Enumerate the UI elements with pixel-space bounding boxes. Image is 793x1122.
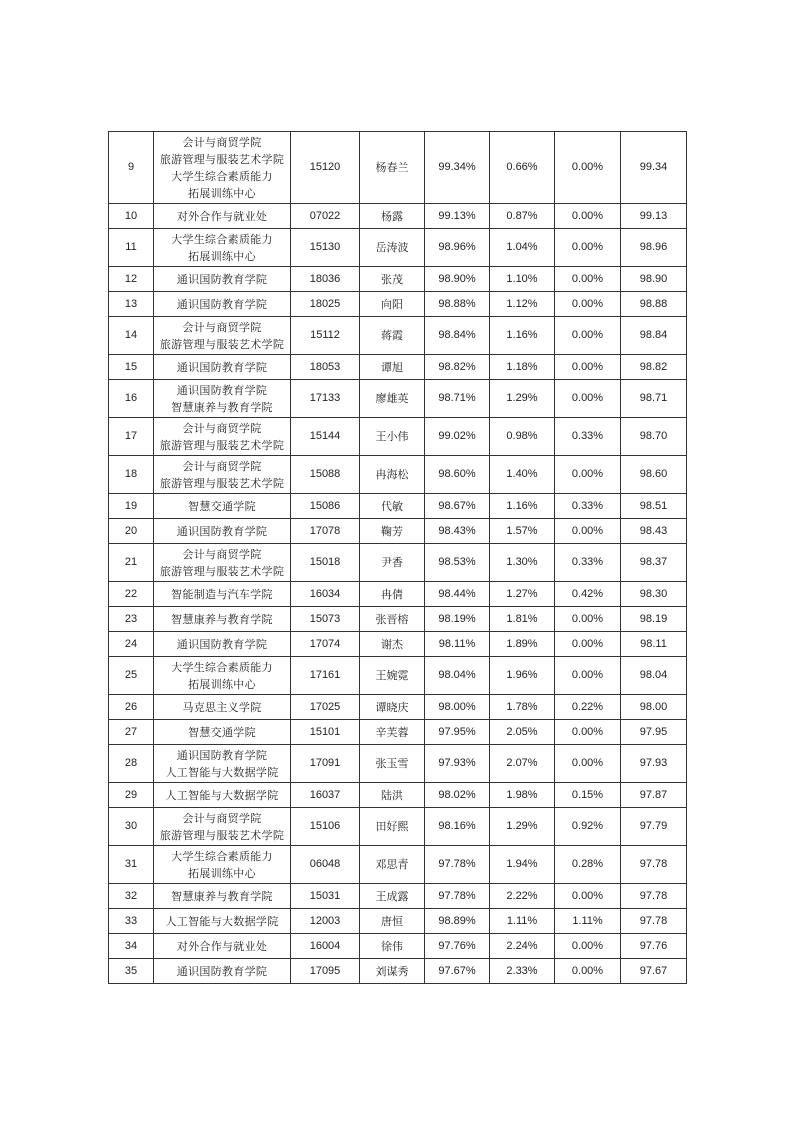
score-cell: 98.70 <box>621 418 687 456</box>
staff-id-cell: 15101 <box>291 720 360 745</box>
table-row <box>109 783 687 808</box>
rate-1-cell: 98.96% <box>425 229 490 267</box>
score-cell: 98.43 <box>621 519 687 544</box>
college-line: 智能制造与汽车学院 <box>171 587 273 601</box>
staff-id-cell: 15018 <box>291 544 360 582</box>
rate-1-cell: 98.00% <box>425 695 490 720</box>
college-line: 会计与商贸学院 <box>182 421 262 435</box>
rank-cell: 15 <box>109 355 154 380</box>
college-cell <box>154 934 291 959</box>
college-cell <box>154 132 291 204</box>
table-row <box>109 959 687 984</box>
rate-2-cell: 1.30% <box>490 544 555 582</box>
rate-1-cell: 97.76% <box>425 934 490 959</box>
staff-id-cell: 16034 <box>291 582 360 607</box>
rank-cell: 22 <box>109 582 154 607</box>
college-line: 会计与商贸学院 <box>182 320 262 334</box>
rate-1-cell: 99.02% <box>425 418 490 456</box>
rate-3-cell: 0.00% <box>555 745 621 783</box>
rate-1-cell: 97.95% <box>425 720 490 745</box>
ranking-table <box>108 131 687 984</box>
rate-3-cell: 0.00% <box>555 456 621 494</box>
rate-3-cell: 0.00% <box>555 380 621 418</box>
rank-cell: 29 <box>109 783 154 808</box>
staff-id-cell: 16037 <box>291 783 360 808</box>
table-row <box>109 519 687 544</box>
staff-id-cell: 15073 <box>291 607 360 632</box>
college-line: 拓展训练中心 <box>188 186 256 200</box>
rate-2-cell: 1.94% <box>490 846 555 884</box>
rate-2-cell: 2.24% <box>490 934 555 959</box>
rank-cell: 27 <box>109 720 154 745</box>
name-cell: 张茂 <box>360 267 425 292</box>
table-row <box>109 884 687 909</box>
name-cell: 代敏 <box>360 494 425 519</box>
college-cell <box>154 695 291 720</box>
rate-1-cell: 98.44% <box>425 582 490 607</box>
college-line: 拓展训练中心 <box>188 677 256 691</box>
college-line: 旅游管理与服装艺术学院 <box>159 438 285 452</box>
rate-3-cell: 0.00% <box>555 229 621 267</box>
table-row <box>109 808 687 846</box>
college-line: 旅游管理与服装艺术学院 <box>159 337 285 351</box>
college-cell <box>154 582 291 607</box>
staff-id-cell: 18036 <box>291 267 360 292</box>
college-cell <box>154 632 291 657</box>
rank-cell: 34 <box>109 934 154 959</box>
score-cell: 97.67 <box>621 959 687 984</box>
rate-2-cell: 1.29% <box>490 808 555 846</box>
name-cell: 刘谋秀 <box>360 959 425 984</box>
staff-id-cell: 18025 <box>291 292 360 317</box>
rank-cell: 25 <box>109 657 154 695</box>
table-row <box>109 456 687 494</box>
college-cell <box>154 846 291 884</box>
table-row <box>109 292 687 317</box>
rate-2-cell: 2.07% <box>490 745 555 783</box>
staff-id-cell: 15088 <box>291 456 360 494</box>
table-row <box>109 544 687 582</box>
name-cell: 田好熙 <box>360 808 425 846</box>
rank-cell: 19 <box>109 494 154 519</box>
table-body <box>109 132 687 984</box>
staff-id-cell: 17074 <box>291 632 360 657</box>
rank-cell: 23 <box>109 607 154 632</box>
name-cell: 王小伟 <box>360 418 425 456</box>
score-cell: 98.51 <box>621 494 687 519</box>
college-line: 大学生综合素质能力 <box>171 660 273 674</box>
rank-cell: 14 <box>109 317 154 355</box>
table-row <box>109 695 687 720</box>
name-cell: 杨春兰 <box>360 132 425 204</box>
name-cell: 蒋霞 <box>360 317 425 355</box>
college-cell <box>154 229 291 267</box>
college-cell <box>154 544 291 582</box>
table-row <box>109 267 687 292</box>
rate-2-cell: 1.89% <box>490 632 555 657</box>
rate-1-cell: 98.53% <box>425 544 490 582</box>
score-cell: 99.13 <box>621 204 687 229</box>
rate-1-cell: 97.78% <box>425 846 490 884</box>
rate-3-cell: 0.00% <box>555 884 621 909</box>
staff-id-cell: 15130 <box>291 229 360 267</box>
name-cell: 廖雄英 <box>360 380 425 418</box>
table-row <box>109 745 687 783</box>
staff-id-cell: 18053 <box>291 355 360 380</box>
rate-2-cell: 0.98% <box>490 418 555 456</box>
score-cell: 98.90 <box>621 267 687 292</box>
staff-id-cell: 15106 <box>291 808 360 846</box>
rate-1-cell: 97.78% <box>425 884 490 909</box>
rate-3-cell: 1.11% <box>555 909 621 934</box>
staff-id-cell: 15112 <box>291 317 360 355</box>
score-cell: 98.37 <box>621 544 687 582</box>
table-row <box>109 317 687 355</box>
college-cell <box>154 494 291 519</box>
rate-1-cell: 98.90% <box>425 267 490 292</box>
rate-1-cell: 98.89% <box>425 909 490 934</box>
score-cell: 98.00 <box>621 695 687 720</box>
college-line: 智慧康养与教育学院 <box>171 400 273 414</box>
rate-3-cell: 0.15% <box>555 783 621 808</box>
score-cell: 98.82 <box>621 355 687 380</box>
name-cell: 王婉霓 <box>360 657 425 695</box>
name-cell: 邓思青 <box>360 846 425 884</box>
rate-3-cell: 0.92% <box>555 808 621 846</box>
college-line: 旅游管理与服装艺术学院 <box>159 564 285 578</box>
table-row <box>109 657 687 695</box>
score-cell: 98.11 <box>621 632 687 657</box>
rate-2-cell: 1.16% <box>490 494 555 519</box>
rate-1-cell: 98.43% <box>425 519 490 544</box>
staff-id-cell: 16004 <box>291 934 360 959</box>
college-line: 智慧康养与教育学院 <box>171 612 273 626</box>
college-line: 会计与商贸学院 <box>182 811 262 825</box>
name-cell: 陆洪 <box>360 783 425 808</box>
college-cell <box>154 657 291 695</box>
score-cell: 97.93 <box>621 745 687 783</box>
staff-id-cell: 15086 <box>291 494 360 519</box>
rate-2-cell: 1.96% <box>490 657 555 695</box>
rate-1-cell: 98.60% <box>425 456 490 494</box>
college-cell <box>154 909 291 934</box>
table-row <box>109 204 687 229</box>
college-line: 大学生综合素质能力 <box>171 232 273 246</box>
college-cell <box>154 292 291 317</box>
rate-2-cell: 1.78% <box>490 695 555 720</box>
name-cell: 向阳 <box>360 292 425 317</box>
college-line: 旅游管理与服装艺术学院 <box>159 828 285 842</box>
rate-2-cell: 0.66% <box>490 132 555 204</box>
college-line: 拓展训练中心 <box>188 249 256 263</box>
college-cell <box>154 418 291 456</box>
score-cell: 98.96 <box>621 229 687 267</box>
rate-2-cell: 1.04% <box>490 229 555 267</box>
score-cell: 98.19 <box>621 607 687 632</box>
staff-id-cell: 17078 <box>291 519 360 544</box>
rank-cell: 30 <box>109 808 154 846</box>
college-cell <box>154 959 291 984</box>
college-line: 通识国防教育学院 <box>176 524 268 538</box>
rate-3-cell: 0.00% <box>555 657 621 695</box>
rate-2-cell: 2.33% <box>490 959 555 984</box>
college-line: 会计与商贸学院 <box>182 459 262 473</box>
staff-id-cell: 17025 <box>291 695 360 720</box>
rank-cell: 24 <box>109 632 154 657</box>
college-line: 对外合作与就业处 <box>176 209 268 223</box>
college-line: 通识国防教育学院 <box>176 637 268 651</box>
score-cell: 97.79 <box>621 808 687 846</box>
name-cell: 冉海松 <box>360 456 425 494</box>
rate-2-cell: 1.18% <box>490 355 555 380</box>
name-cell: 岳涛波 <box>360 229 425 267</box>
rate-2-cell: 1.57% <box>490 519 555 544</box>
score-cell: 98.84 <box>621 317 687 355</box>
rate-2-cell: 1.27% <box>490 582 555 607</box>
college-cell <box>154 720 291 745</box>
rate-1-cell: 97.67% <box>425 959 490 984</box>
rate-3-cell: 0.33% <box>555 544 621 582</box>
rate-2-cell: 1.98% <box>490 783 555 808</box>
rate-1-cell: 99.34% <box>425 132 490 204</box>
college-line: 旅游管理与服装艺术学院 <box>159 476 285 490</box>
rank-cell: 16 <box>109 380 154 418</box>
rate-3-cell: 0.00% <box>555 959 621 984</box>
table-row <box>109 229 687 267</box>
rate-2-cell: 2.22% <box>490 884 555 909</box>
score-cell: 99.34 <box>621 132 687 204</box>
score-cell: 97.78 <box>621 909 687 934</box>
table-row <box>109 355 687 380</box>
rate-3-cell: 0.00% <box>555 132 621 204</box>
rate-3-cell: 0.42% <box>555 582 621 607</box>
rank-cell: 9 <box>109 132 154 204</box>
staff-id-cell: 17091 <box>291 745 360 783</box>
rate-3-cell: 0.00% <box>555 204 621 229</box>
rank-cell: 31 <box>109 846 154 884</box>
college-cell <box>154 519 291 544</box>
rate-1-cell: 98.67% <box>425 494 490 519</box>
college-cell <box>154 380 291 418</box>
score-cell: 97.78 <box>621 846 687 884</box>
rate-3-cell: 0.00% <box>555 355 621 380</box>
name-cell: 徐伟 <box>360 934 425 959</box>
college-line: 大学生综合素质能力 <box>171 169 273 183</box>
name-cell: 辛芙蓉 <box>360 720 425 745</box>
rate-1-cell: 99.13% <box>425 204 490 229</box>
staff-id-cell: 15120 <box>291 132 360 204</box>
rate-3-cell: 0.00% <box>555 934 621 959</box>
table-row <box>109 720 687 745</box>
name-cell: 冉倩 <box>360 582 425 607</box>
rank-cell: 26 <box>109 695 154 720</box>
rank-cell: 32 <box>109 884 154 909</box>
rate-1-cell: 98.88% <box>425 292 490 317</box>
name-cell: 王成露 <box>360 884 425 909</box>
college-line: 会计与商贸学院 <box>182 135 262 149</box>
college-line: 通识国防教育学院 <box>176 748 268 762</box>
rate-2-cell: 1.11% <box>490 909 555 934</box>
rate-1-cell: 98.11% <box>425 632 490 657</box>
rate-2-cell: 1.12% <box>490 292 555 317</box>
rate-3-cell: 0.00% <box>555 720 621 745</box>
score-cell: 97.87 <box>621 783 687 808</box>
rate-1-cell: 98.71% <box>425 380 490 418</box>
table-row <box>109 418 687 456</box>
college-line: 人工智能与大数据学院 <box>165 914 279 928</box>
staff-id-cell: 06048 <box>291 846 360 884</box>
name-cell: 杨露 <box>360 204 425 229</box>
rate-3-cell: 0.22% <box>555 695 621 720</box>
rate-1-cell: 98.04% <box>425 657 490 695</box>
table-row <box>109 909 687 934</box>
rate-2-cell: 1.81% <box>490 607 555 632</box>
table-row <box>109 846 687 884</box>
rank-cell: 21 <box>109 544 154 582</box>
score-cell: 97.78 <box>621 884 687 909</box>
name-cell: 谭旭 <box>360 355 425 380</box>
rate-2-cell: 1.16% <box>490 317 555 355</box>
rate-3-cell: 0.28% <box>555 846 621 884</box>
table-row <box>109 494 687 519</box>
rate-1-cell: 98.82% <box>425 355 490 380</box>
name-cell: 谭晓庆 <box>360 695 425 720</box>
rate-3-cell: 0.00% <box>555 267 621 292</box>
rate-1-cell: 98.84% <box>425 317 490 355</box>
college-line: 通识国防教育学院 <box>176 360 268 374</box>
rate-3-cell: 0.00% <box>555 607 621 632</box>
college-cell <box>154 204 291 229</box>
college-line: 大学生综合素质能力 <box>171 849 273 863</box>
table-row <box>109 132 687 204</box>
rank-cell: 13 <box>109 292 154 317</box>
rank-cell: 18 <box>109 456 154 494</box>
score-cell: 98.71 <box>621 380 687 418</box>
college-line: 通识国防教育学院 <box>176 297 268 311</box>
name-cell: 唐恒 <box>360 909 425 934</box>
college-line: 人工智能与大数据学院 <box>165 788 279 802</box>
score-cell: 98.30 <box>621 582 687 607</box>
college-cell <box>154 745 291 783</box>
college-line: 智慧交通学院 <box>188 499 256 513</box>
staff-id-cell: 17133 <box>291 380 360 418</box>
college-cell <box>154 267 291 292</box>
rate-3-cell: 0.00% <box>555 632 621 657</box>
rate-2-cell: 1.40% <box>490 456 555 494</box>
college-line: 通识国防教育学院 <box>176 383 268 397</box>
score-cell: 98.60 <box>621 456 687 494</box>
staff-id-cell: 17095 <box>291 959 360 984</box>
college-cell <box>154 808 291 846</box>
staff-id-cell: 15031 <box>291 884 360 909</box>
rate-2-cell: 1.10% <box>490 267 555 292</box>
college-cell <box>154 355 291 380</box>
college-line: 智慧康养与教育学院 <box>171 889 273 903</box>
table-row <box>109 380 687 418</box>
college-cell <box>154 317 291 355</box>
rate-1-cell: 98.19% <box>425 607 490 632</box>
rank-cell: 11 <box>109 229 154 267</box>
rate-1-cell: 98.16% <box>425 808 490 846</box>
rank-cell: 33 <box>109 909 154 934</box>
college-line: 会计与商贸学院 <box>182 547 262 561</box>
table-row <box>109 934 687 959</box>
rank-cell: 35 <box>109 959 154 984</box>
college-line: 旅游管理与服装艺术学院 <box>159 152 285 166</box>
college-cell <box>154 607 291 632</box>
rate-3-cell: 0.33% <box>555 494 621 519</box>
staff-id-cell: 12003 <box>291 909 360 934</box>
college-line: 人工智能与大数据学院 <box>165 765 279 779</box>
rank-cell: 17 <box>109 418 154 456</box>
rate-2-cell: 2.05% <box>490 720 555 745</box>
rank-cell: 10 <box>109 204 154 229</box>
table-row <box>109 607 687 632</box>
college-line: 智慧交通学院 <box>188 725 256 739</box>
college-line: 对外合作与就业处 <box>176 939 268 953</box>
rate-1-cell: 98.02% <box>425 783 490 808</box>
table-row <box>109 632 687 657</box>
score-cell: 98.88 <box>621 292 687 317</box>
score-cell: 97.76 <box>621 934 687 959</box>
staff-id-cell: 17161 <box>291 657 360 695</box>
staff-id-cell: 15144 <box>291 418 360 456</box>
rate-3-cell: 0.00% <box>555 292 621 317</box>
college-line: 通识国防教育学院 <box>176 964 268 978</box>
rate-3-cell: 0.00% <box>555 519 621 544</box>
rate-3-cell: 0.00% <box>555 317 621 355</box>
college-line: 拓展训练中心 <box>188 866 256 880</box>
rank-cell: 20 <box>109 519 154 544</box>
college-line: 通识国防教育学院 <box>176 272 268 286</box>
name-cell: 尹香 <box>360 544 425 582</box>
college-cell <box>154 884 291 909</box>
rate-3-cell: 0.33% <box>555 418 621 456</box>
name-cell: 张玉雪 <box>360 745 425 783</box>
table-row <box>109 582 687 607</box>
college-cell <box>154 783 291 808</box>
score-cell: 98.04 <box>621 657 687 695</box>
name-cell: 谢杰 <box>360 632 425 657</box>
rate-2-cell: 1.29% <box>490 380 555 418</box>
rank-cell: 12 <box>109 267 154 292</box>
name-cell: 鞠芳 <box>360 519 425 544</box>
score-cell: 97.95 <box>621 720 687 745</box>
college-line: 马克思主义学院 <box>182 700 262 714</box>
name-cell: 张晋榕 <box>360 607 425 632</box>
rate-1-cell: 97.93% <box>425 745 490 783</box>
rank-cell: 28 <box>109 745 154 783</box>
staff-id-cell: 07022 <box>291 204 360 229</box>
rate-2-cell: 0.87% <box>490 204 555 229</box>
college-cell <box>154 456 291 494</box>
